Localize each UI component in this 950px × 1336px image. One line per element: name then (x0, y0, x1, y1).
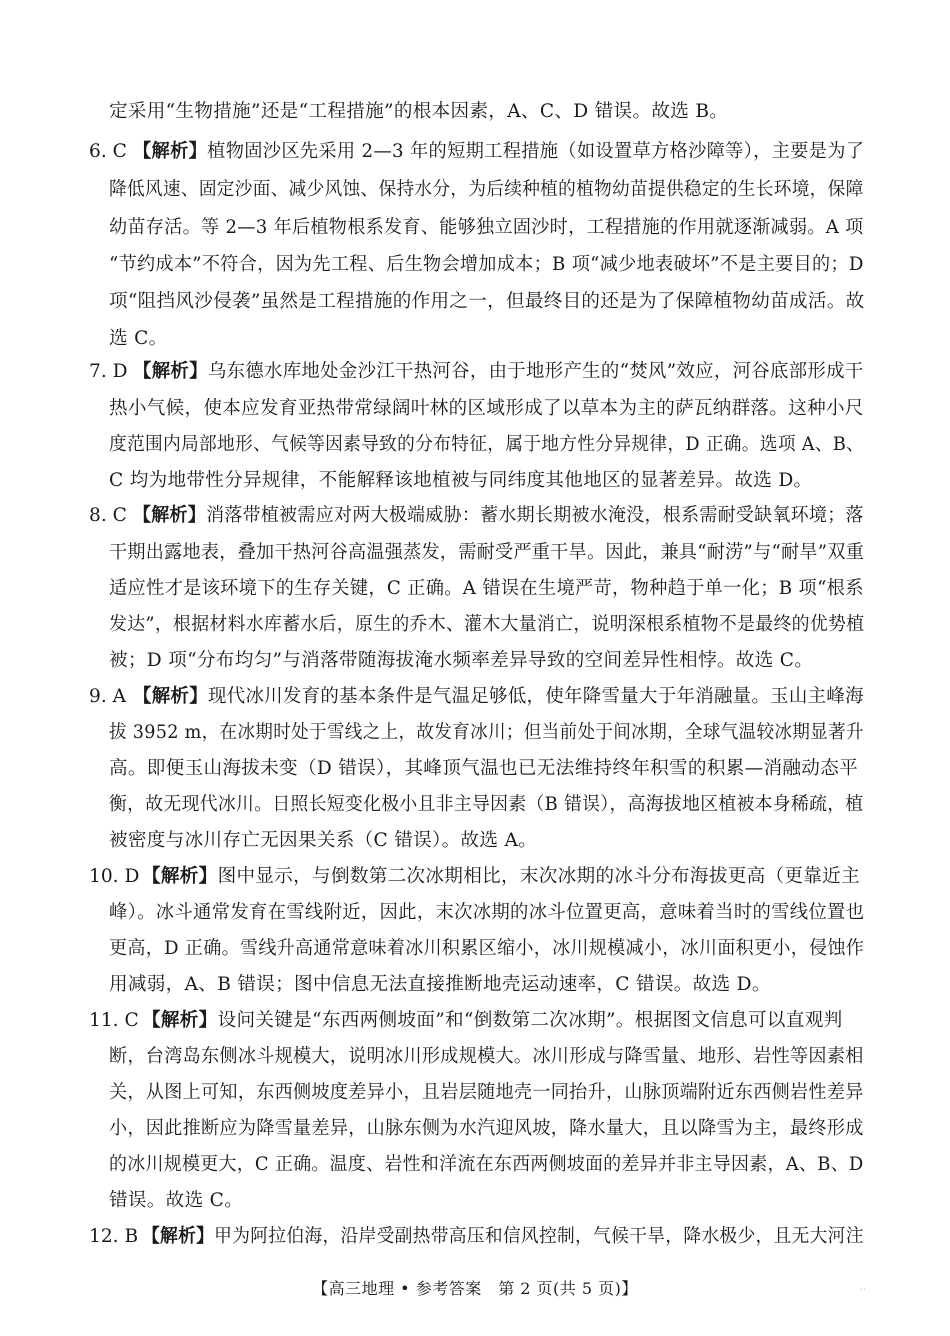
q6-line: 选 C。 (109, 328, 168, 349)
q7-line (133, 361, 864, 383)
q6-number: 6. C (89, 141, 127, 162)
q11-line (142, 1010, 843, 1032)
q8-text: 消落带植被需应对两大极端威胁：蓄水期长期被水淹没，根系需耐受缺氧环境；落 (206, 505, 864, 526)
q10-line: 峰）。冰斗通常发育在雪线附近，因此，末次冰期的冰斗位置更高，意味着当时的雪线位置也 (109, 902, 865, 923)
q12-text: 甲为阿拉伯海，沿岸受副热带高压和信风控制，气候干旱，降水极少，且无大河注 (214, 1226, 864, 1247)
q11-tag: 【解析】 (142, 1010, 218, 1031)
q11-line: 断，台湾岛东侧冰斗规模大，说明冰川形成规模大。冰川形成与降雪量、地形、岩性等因素相 (109, 1046, 864, 1067)
q8-line: 发达”，根据材料水库蓄水后，原生的乔木、灌木大量消亡，说明深根系植物不是最终的优势植 (109, 614, 865, 635)
q11-line: 小，因此推断应为降雪量差异，山脉东侧为水汽迎风坡，降水量大，且以降雪为主，最终形成 (109, 1118, 864, 1139)
q12-line (142, 1226, 864, 1248)
footer-mark: .. (859, 1282, 866, 1293)
q9-number: 9. A (89, 686, 127, 707)
q9-line: 拔 3952 m，在冰期时处于雪线之上，故发育冰川；但当前处于间冰期，全球气温较冰期显著升 (109, 722, 864, 743)
q9-line: 高。即便玉山海拔未变（D 错误），其峰顶气温也已无法维持终年积雪的积累—消融动态平 (109, 758, 858, 779)
q6-line: 降低风速、固定沙面、减少风蚀、保持水分，为后续种植的植物幼苗提供稳定的生长环境，保障 (109, 179, 864, 200)
q10-text: 图中显示，与倒数第二次冰期相比，末次冰期的冰斗分布海拔更高（更靠近主 (217, 866, 860, 887)
q12-tag: 【解析】 (142, 1226, 215, 1247)
q6-line: 项“阻挡风沙侵袭”虽然是工程措施的作用之一，但最终目的还是为了保障植物幼苗成活。故 (109, 291, 865, 312)
q7-text: 乌东德水库地处金沙江干热河谷，由于地形产生的“焚风”效应，河谷底部形成干 (207, 361, 864, 382)
q7-line: 度范围内局部地形、气候等因素导致的分布特征，属于地方性分异规律，D 正确。选项 A、B、 (109, 434, 865, 455)
q9-tag: 【解析】 (133, 686, 208, 707)
q9-line: 被密度与冰川存亡无因果关系（C 错误）。故选 A。 (109, 830, 538, 851)
q6-line: 幼苗存活。等 2—3 年后植物根系发育、能够独立固沙时，工程措施的作用就逐渐减弱。A 项 (109, 217, 864, 238)
q10-line (142, 866, 860, 888)
q10-number: 10. D (89, 866, 140, 887)
q10-line: 更高，D 正确。雪线升高通常意味着冰川积累区缩小，冰川规模减小，冰川面积更小，侵蚀作 (109, 938, 865, 959)
q10-line: 用减弱，A、B 错误；图中信息无法直接推断地壳运动速率，C 错误。故选 D。 (109, 974, 771, 995)
q8-line: 被；D 项“分布均匀”与消落带随海拔淹水频率差异导致的空间差异性相悖。故选 C。 (109, 650, 814, 671)
q6-text: 植物固沙区先采用 2—3 年的短期工程措施（如设置草方格沙障等），主要是为了 (207, 141, 865, 162)
q6-line: “节约成本”不符合，因为先工程、后生物会增加成本；B 项“减少地表破坏”不是主要目的；D (109, 254, 864, 275)
q9-line: 衡，故无现代冰川。日照长短变化极小且非主导因素（B 错误），高海拔地区植被本身稀疏，植 (109, 794, 864, 815)
q11-number: 11. C (89, 1010, 139, 1031)
q8-tag: 【解析】 (133, 505, 207, 526)
page-footer: 【高三地理 • 参考答案 第 2 页(共 5 页)】 (312, 1279, 638, 1298)
q7-tag: 【解析】 (133, 361, 208, 382)
q6-line (133, 141, 864, 163)
q11-line: 关，从图上可知，东西侧坡度差异小，且岩层随地壳一同抬升，山脉顶端附近东西侧岩性差异 (109, 1082, 864, 1103)
q11-text: 设问关键是“东西两侧坡面”和“倒数第二次冰期”。根据图文信息可以直观判 (217, 1010, 843, 1031)
q7-number: 7. D (89, 361, 128, 382)
q12-number: 12. B (89, 1226, 139, 1247)
q11-line: 错误。故选 C。 (109, 1190, 244, 1211)
q8-number: 8. C (89, 505, 127, 526)
q7-line: 热小气候，使本应发育亚热带常绿阔叶林的区域形成了以草本为主的萨瓦纳群落。这种小尺 (109, 398, 864, 419)
q11-line: 的冰川规模更大，C 正确。温度、岩性和洋流在东西两侧坡面的差异并非主导因素，A、B、D (109, 1154, 864, 1175)
q8-line: 干期出露地表，叠加干热河谷高温强蒸发，需耐受严重干旱。因此，兼具“耐涝”与“耐旱”双重 (109, 542, 865, 563)
q9-text: 现代冰川发育的基本条件是气温足够低，使年降雪量大于年消融量。玉山主峰海 (207, 686, 864, 707)
q6-tag: 【解析】 (133, 141, 208, 162)
q7-line: C 均为地带性分异规律，不能解释该地植被与同纬度其他地区的显著差异。故选 D。 (109, 470, 813, 491)
q10-tag: 【解析】 (142, 866, 218, 887)
q9-line (133, 686, 864, 708)
intro-line: 定采用“生物措施”还是“工程措施”的根本因素，A、C、D 错误。故选 B。 (109, 101, 729, 122)
q8-line: 适应性才是该环境下的生存关键，C 正确。A 错误在生境严苛，物种趋于单一化；B 项“根系 (109, 578, 864, 599)
q8-line (133, 505, 864, 527)
